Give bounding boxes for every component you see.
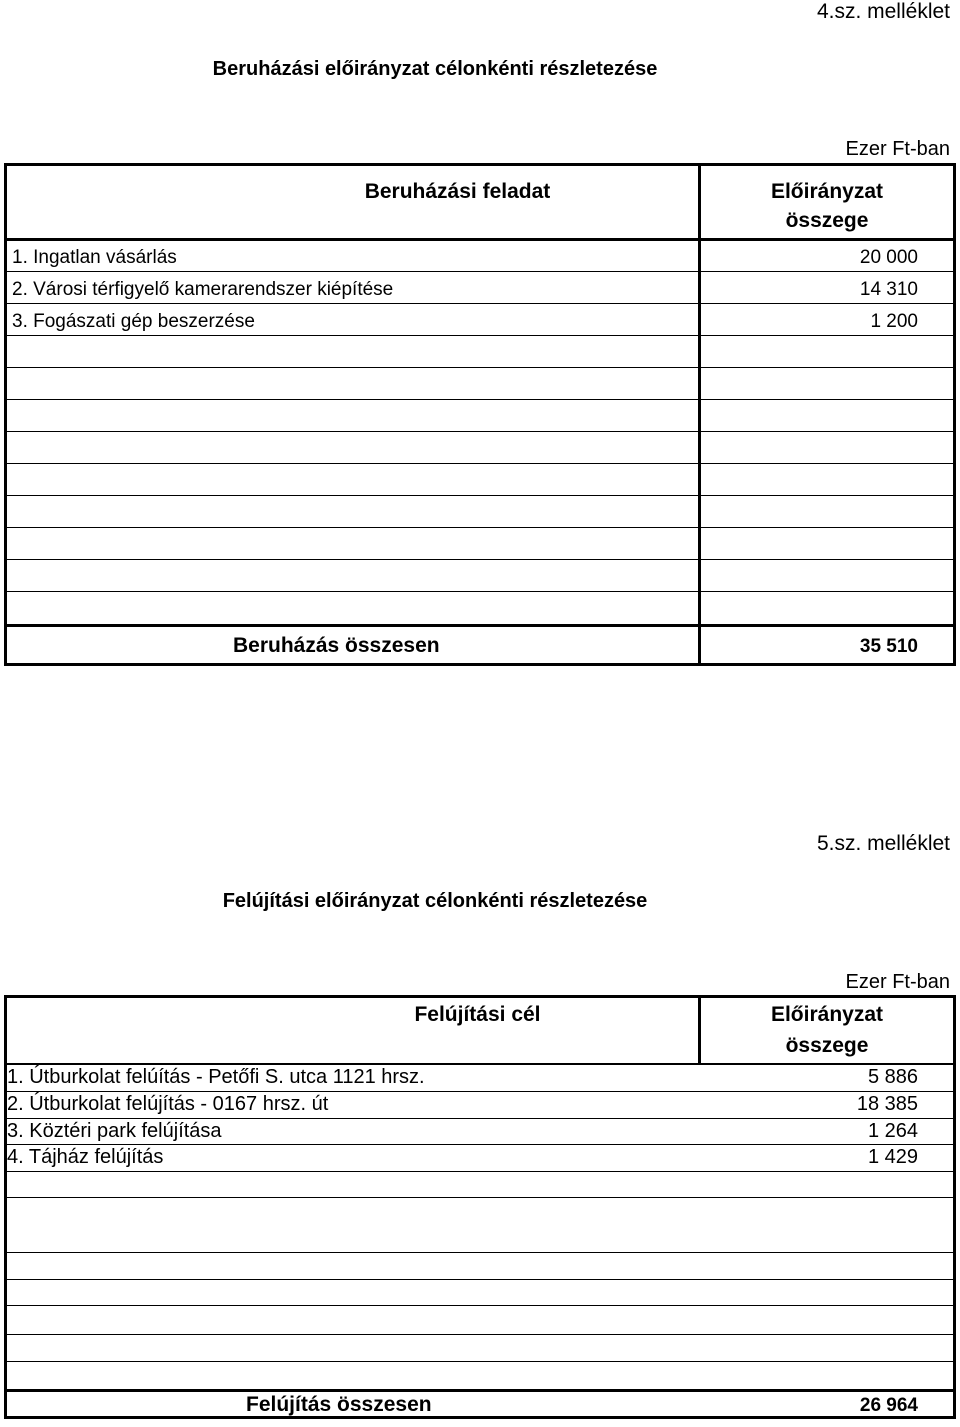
- table-row-amount: 1 200: [870, 311, 918, 332]
- table-row-label: 3. Köztéri park felújítása: [7, 1120, 222, 1142]
- total-amount: 26 964: [859, 1395, 918, 1416]
- column-header-task: Beruházási feladat: [364, 180, 551, 203]
- column-header-task: Felújítási cél: [414, 1003, 541, 1026]
- table-row-label: 2. Városi térfigyelő kamerarendszer kiépítése: [12, 279, 394, 300]
- section-title: Felújítási előirányzat célonkénti részletezése: [222, 890, 648, 912]
- column-header-amount: Előirányzat: [770, 1003, 884, 1026]
- table-row-label: 2. Útburkolat felújítás - 0167 hrsz. út: [7, 1093, 329, 1115]
- unit-label: Ezer Ft-ban: [845, 971, 950, 993]
- table-row-label: 1. Útburkolat felúítás - Petőfi S. utca 1121 hrsz.: [7, 1066, 425, 1088]
- column-header-amount-line2: összege: [785, 209, 869, 232]
- annex-label: 4.sz. melléklet: [816, 0, 950, 23]
- table-row-amount: 20 000: [859, 247, 918, 268]
- table-row-label: 1. Ingatlan vásárlás: [12, 247, 177, 268]
- section-title: Beruházási előirányzat célonkénti részletezése: [212, 58, 658, 80]
- table-row-amount: 14 310: [859, 279, 918, 300]
- table-row-label: 3. Fogászati gép beszerzése: [12, 311, 255, 332]
- column-header-amount: Előirányzat: [770, 180, 884, 203]
- table-row-amount: 5 886: [867, 1066, 918, 1088]
- total-label: Felújítás összesen: [246, 1393, 432, 1416]
- annex-label: 5.sz. melléklet: [816, 832, 950, 855]
- total-amount: 35 510: [859, 636, 918, 657]
- table-row-amount: 18 385: [856, 1093, 918, 1115]
- table-row-label: 4. Tájház felújítás: [7, 1146, 164, 1168]
- table-row-amount: 1 429: [867, 1146, 918, 1168]
- unit-label: Ezer Ft-ban: [845, 138, 950, 160]
- total-label: Beruházás összesen: [233, 634, 440, 657]
- table-row-amount: 1 264: [867, 1120, 918, 1142]
- column-header-amount-line2: összege: [785, 1034, 869, 1057]
